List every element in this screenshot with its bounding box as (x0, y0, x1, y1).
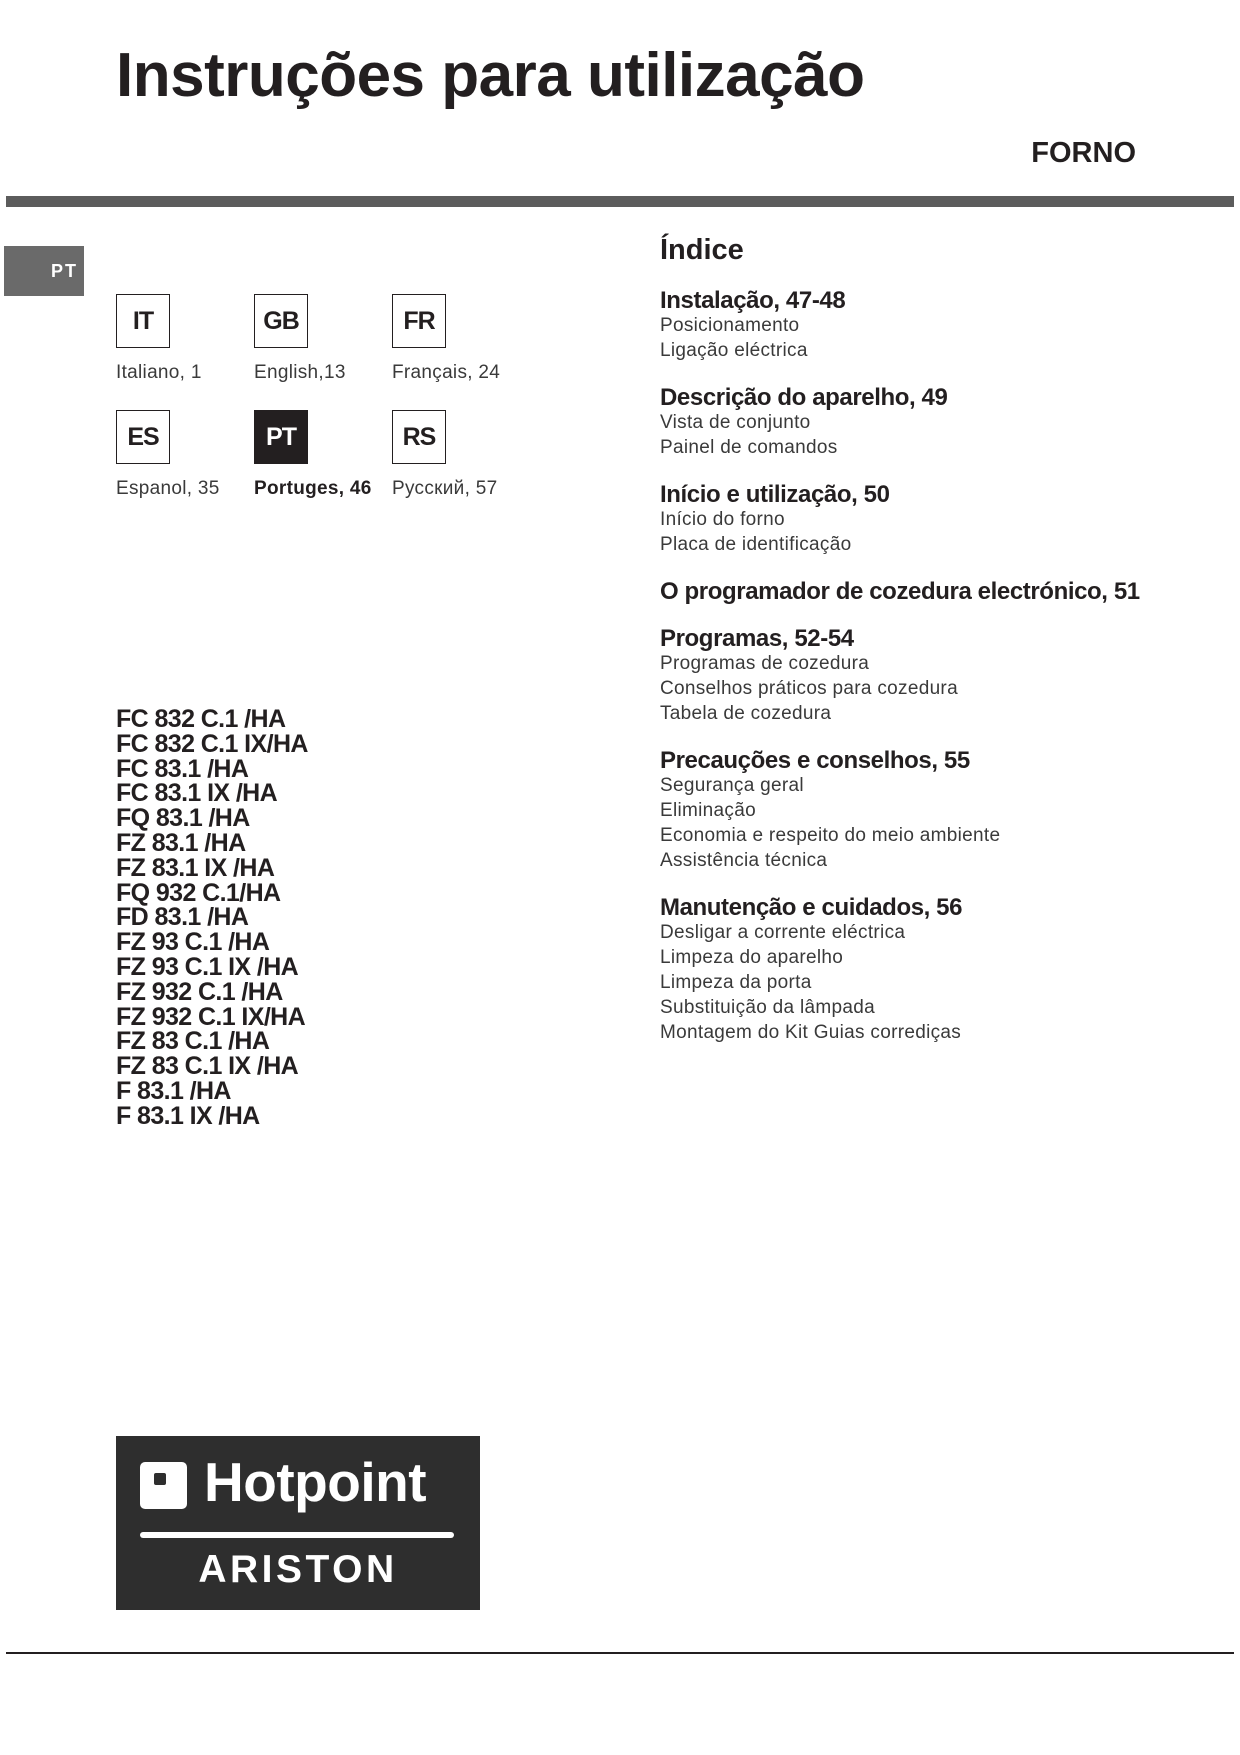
index-section-item: Vista de conjunto (660, 411, 811, 433)
language-code-box: IT (116, 294, 170, 348)
model-item: FQ 932 C.1/HA (116, 878, 281, 907)
product-category: FORNO (1031, 137, 1136, 169)
model-item: FZ 932 C.1 /HA (116, 977, 283, 1006)
index-section-item: Conselhos práticos para cozedura (660, 677, 958, 699)
language-label: Français, 24 (392, 362, 501, 383)
language-item-rs (392, 410, 542, 500)
index-section-item: Desligar a corrente eléctrica (660, 921, 906, 943)
model-item: FZ 83.1 IX /HA (116, 853, 275, 882)
model-item: FZ 93 C.1 IX /HA (116, 952, 299, 981)
language-label-active: Portuges, 46 (254, 478, 372, 499)
index-section-item: Tabela de cozedura (660, 702, 832, 724)
index-section-item: Eliminação (660, 799, 756, 821)
index-section-item: Posicionamento (660, 314, 800, 336)
language-item-gb (254, 294, 404, 384)
language-label: Italiano, 1 (116, 362, 202, 383)
language-label: English,13 (254, 362, 346, 383)
index-title: Índice (660, 234, 744, 266)
index-section (660, 626, 1160, 726)
brand-logo (116, 1436, 480, 1610)
model-item: F 83.1 /HA (116, 1076, 231, 1105)
table-of-contents (660, 233, 1160, 1067)
index-section-item: Início do forno (660, 508, 785, 530)
index-sections (660, 288, 1160, 1045)
index-section-item: Placa de identificação (660, 533, 852, 555)
index-section-item: Ligação eléctrica (660, 339, 808, 361)
language-code-box: GB (254, 294, 308, 348)
index-section-item: Limpeza do aparelho (660, 946, 844, 968)
language-code-box-active: PT (254, 410, 308, 464)
model-item: FZ 93 C.1 /HA (116, 928, 270, 957)
hotpoint-icon (140, 1462, 187, 1509)
index-section-item: Programas de cozedura (660, 652, 870, 674)
model-item: FC 832 C.1 IX/HA (116, 729, 308, 758)
index-section-heading: Descrição do aparelho, 49 (660, 383, 948, 411)
index-section-item: Economia e respeito do meio ambiente (660, 824, 1001, 846)
model-list (116, 707, 308, 1129)
index-section-heading: Início e utilização, 50 (660, 480, 890, 508)
language-tab: PT (4, 246, 84, 296)
index-section (660, 482, 1160, 557)
model-item: FZ 83 C.1 IX /HA (116, 1052, 299, 1081)
index-section-heading: Precauções e conselhos, 55 (660, 746, 970, 774)
model-item: FZ 83 C.1 /HA (116, 1027, 270, 1056)
model-item: FD 83.1 /HA (116, 903, 249, 932)
language-label: Espanol, 35 (116, 478, 220, 499)
language-item-it (116, 294, 266, 384)
index-section-heading: Programas, 52-54 (660, 624, 854, 652)
index-section (660, 579, 1160, 604)
index-section-heading: O programador de cozedura electrónico, 51 (660, 577, 1140, 605)
model-item: FZ 932 C.1 IX/HA (116, 1002, 306, 1031)
index-section-item: Montagem do Kit Guias corrediças (660, 1021, 962, 1043)
index-section-item: Limpeza da porta (660, 971, 812, 993)
language-code-box: RS (392, 410, 446, 464)
index-section-heading: Instalação, 47-48 (660, 286, 846, 314)
index-section-item: Segurança geral (660, 774, 804, 796)
index-section-heading: Manutenção e cuidados, 56 (660, 893, 963, 921)
index-section-item: Painel de comandos (660, 436, 838, 458)
index-section (660, 748, 1160, 873)
language-code-box: FR (392, 294, 446, 348)
model-item: F 83.1 IX /HA (116, 1101, 260, 1130)
page-title: Instruções para utilização (116, 41, 865, 110)
model-item: FC 83.1 /HA (116, 754, 249, 783)
index-section (660, 288, 1160, 363)
model-item: FZ 83.1 /HA (116, 828, 246, 857)
language-code-box: ES (116, 410, 170, 464)
index-section (660, 385, 1160, 460)
language-item-pt (254, 410, 404, 500)
brand-name: Hotpoint (204, 1451, 427, 1513)
language-item-fr (392, 294, 542, 384)
model-item: FC 83.1 IX /HA (116, 779, 278, 808)
brand-subname: ARISTON (198, 1548, 398, 1591)
index-section-item: Assistência técnica (660, 849, 828, 871)
footer-divider (6, 1652, 1234, 1654)
language-label: Русский, 57 (392, 478, 498, 499)
language-item-es (116, 410, 266, 500)
model-item: FQ 83.1 /HA (116, 804, 250, 833)
logo-divider (140, 1532, 454, 1538)
index-section (660, 895, 1160, 1045)
model-item: FC 832 C.1 /HA (116, 705, 286, 733)
index-section-item: Substituição da lâmpada (660, 996, 875, 1018)
header-divider (6, 196, 1234, 207)
